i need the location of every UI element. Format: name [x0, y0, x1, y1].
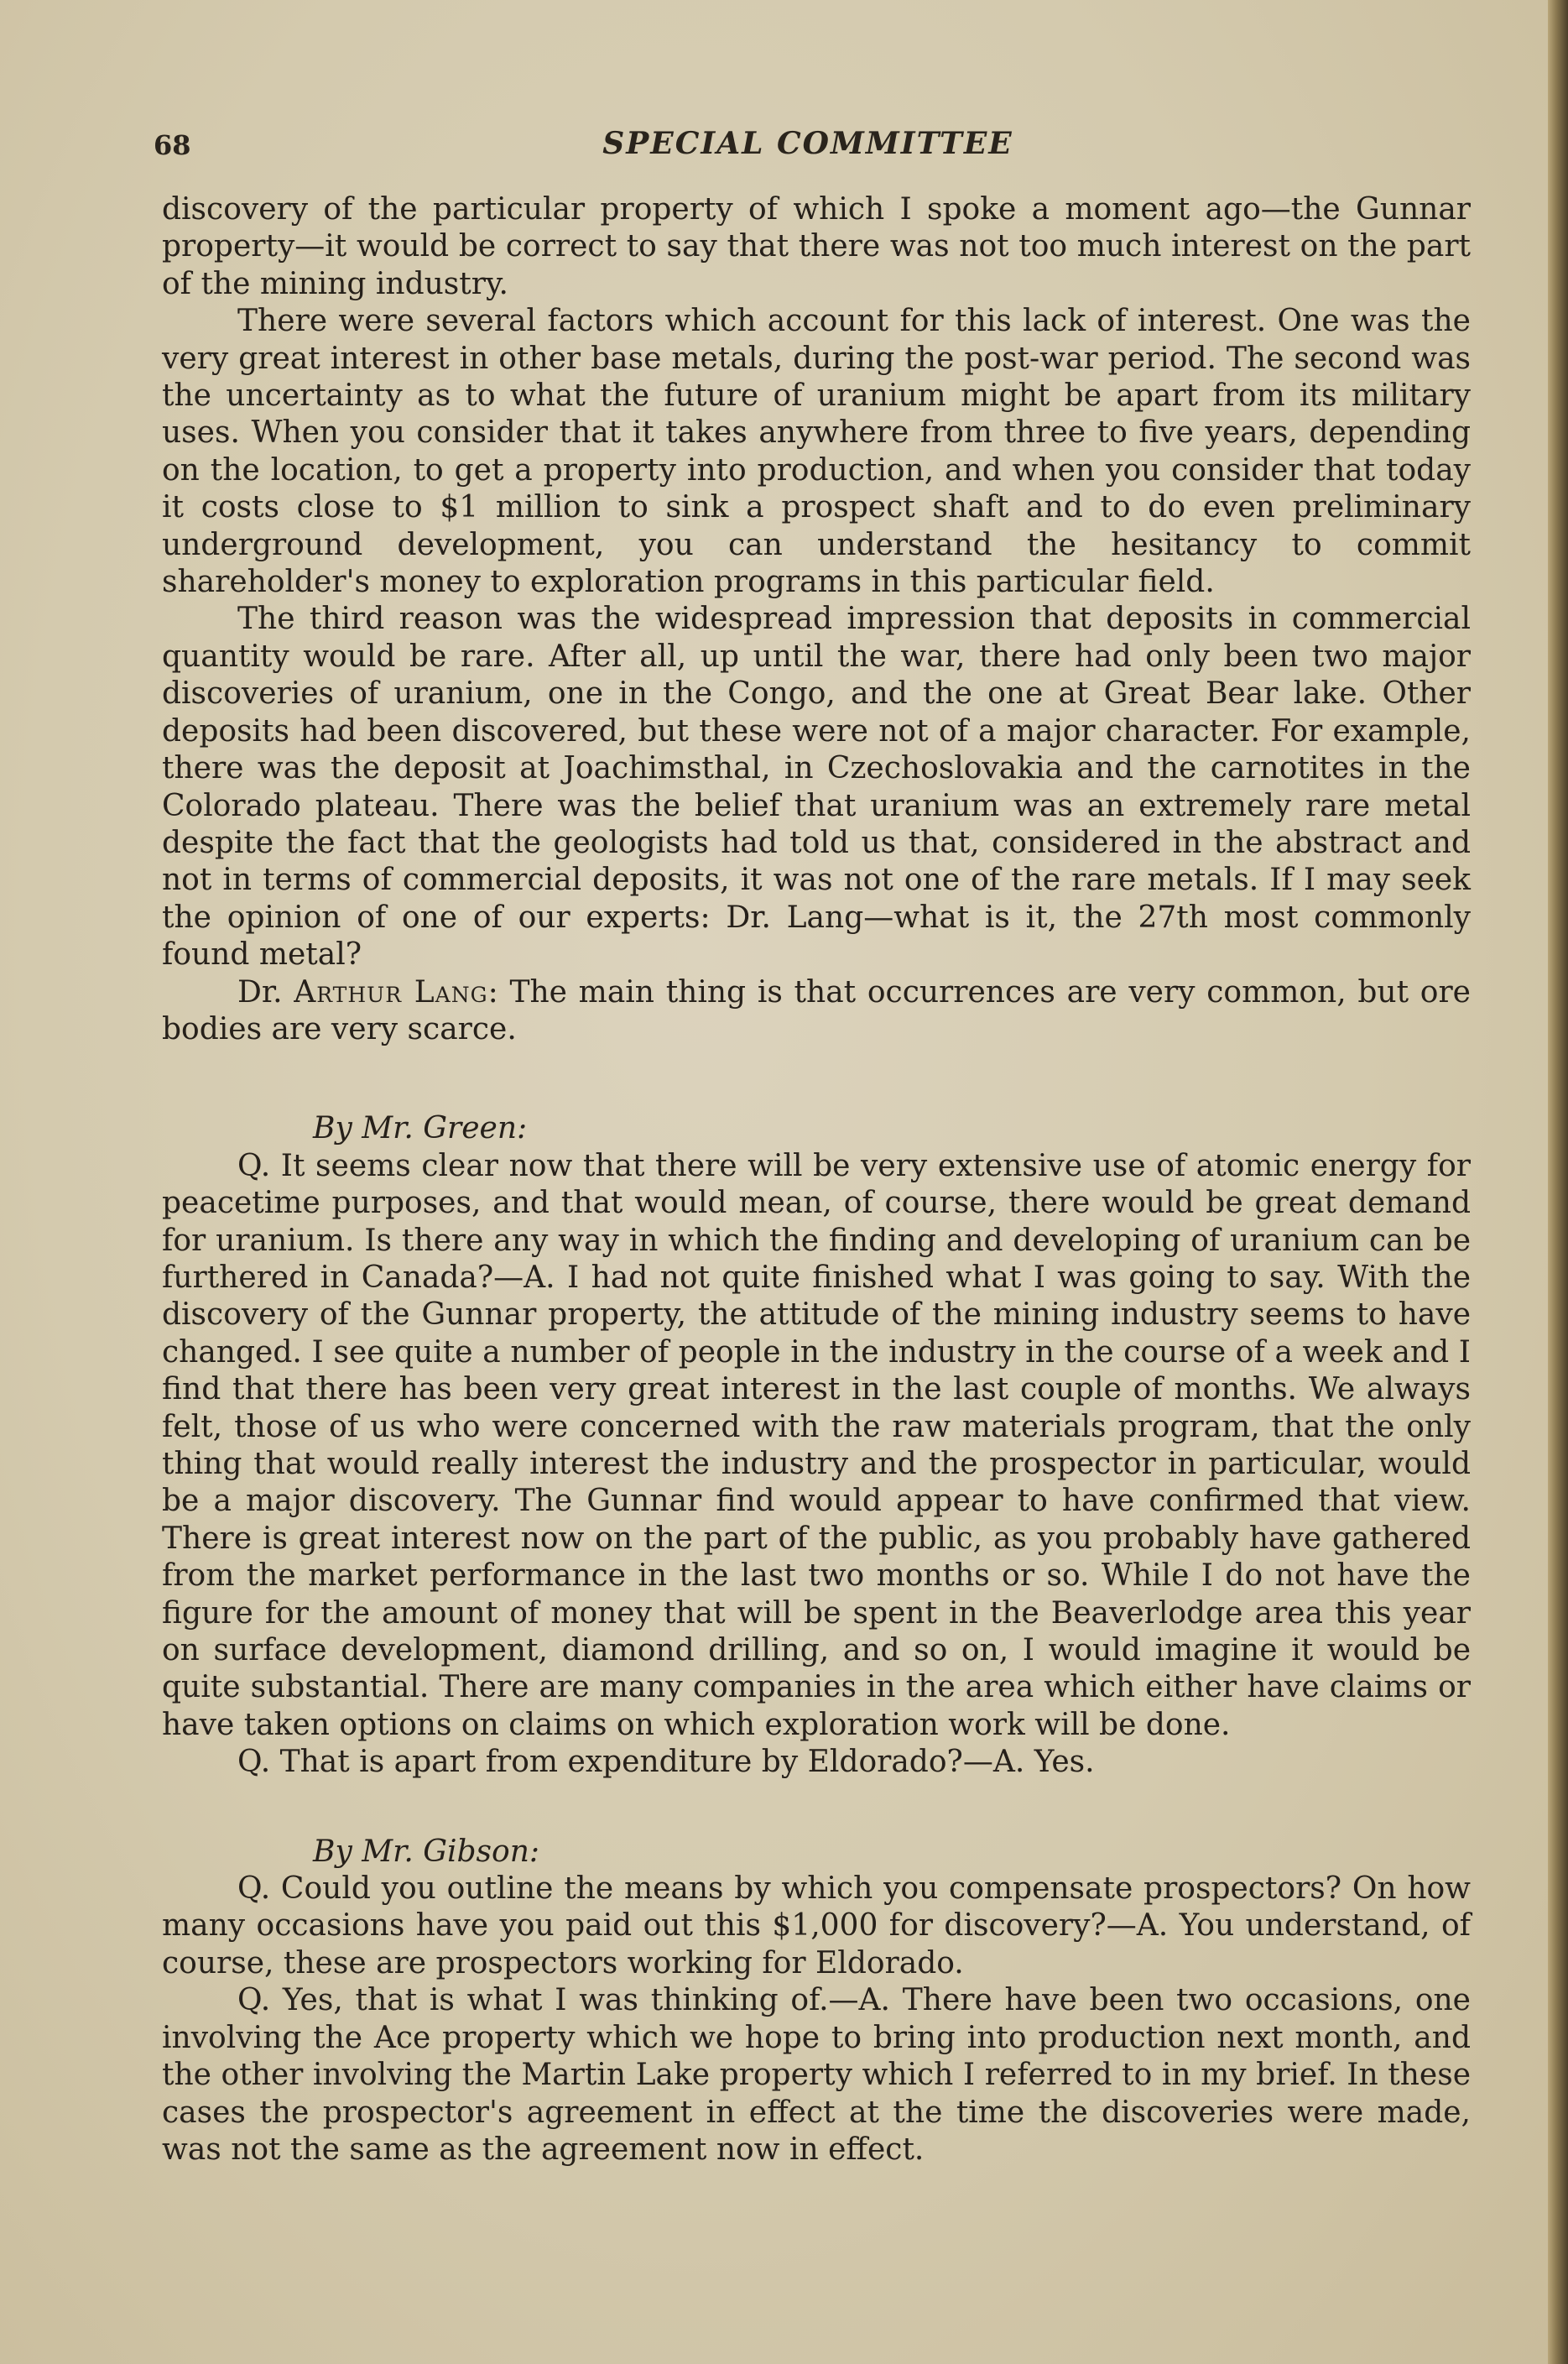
paragraph-lang-answer [162, 974, 1471, 1049]
question-green-1: Q. It seems clear now that there will be very extensive use of atomic energy for peacetime purposes, and that would mean, of course, there would be great demand for uranium. Is there any way in which the finding and developing of uranium can be furthered in Canada?—A. I had not quite finished what I was going to say. With the discovery of the Gunnar property, the attitude of the mining industry seems to have changed. I see quite a number of people in the industry in the course of a week and I find that there has been very great interest in the last couple of months. We always felt, those of us who were concerned with the raw materials program, that the only thing that would really interest the industry and the prospector in particular, would be a major discovery. The Gunnar find would appear to have confirmed that view. There is great interest now on the part of the public, as you probably have gathered from the market performance in the last two months or so. While I do not have the figure for the amount of money that will be spent in the Beaverlodge area this year on surface development, diamond drilling, and so on, I would imagine it would be quite substantial. There are many companies in the area which either have claims or have taken options on claims on which exploration work will be done. [162, 1148, 1471, 1742]
question-green-2: Q. That is apart from expenditure by Eldorado?—A. Yes. [237, 1745, 1095, 1780]
question-gibson-1: Q. Could you outline the means by which you compensate prospectors? On how many occasions have you paid out this $1,000 for discovery?—A. You understand, of course, these are prospectors working for Eldorado. [162, 1871, 1471, 1980]
paragraph-factors: There were several factors which account for this lack of interest. One was the very great interest in other base metals, during the post-war period. The second was the uncertainty as to what the future of uranium might be apart from its military uses. When you consider that it takes anywhere from three to five years, depending on the location, to get a property into production, and when you consider that today it costs close to $1 million to sink a prospect shaft and to do even preliminary underground development, you can understand the hesitancy to commit shareholder's money to exploration programs in this particular field. [162, 304, 1471, 600]
running-title: SPECIAL COMMITTEE [602, 126, 1013, 161]
speaker-name: Arthur Lang [294, 974, 488, 1010]
page-edge [1548, 0, 1568, 2364]
question-gibson-2: Q. Yes, that is what I was thinking of.—A. There have been two occasions, one involving the Ace property which we hope to bring into production next month, and the other involving the Martin Lake property which I referred to in my brief. In these cases the prospector's agreement in effect at the time the discoveries were made, was not the same as the agreement now in effect. [162, 1983, 1471, 2167]
page-header [154, 126, 1462, 168]
byline-green: By Mr. Green: [313, 1111, 528, 1146]
byline-gibson: By Mr. Gibson: [313, 1834, 540, 1869]
page-number: 68 [154, 129, 191, 161]
paragraph-third-reason: The third reason was the widespread impression that deposits in commercial quantity would be rare. After all, up until the war, there had only been two major discoveries of uranium, one in the Congo, and the one at Great Bear lake. Other deposits had been discovered, but these were not of a major character. For example, there was the deposit at Joachimsthal, in Czechoslovakia and the carnotites in the Colorado plateau. There was the belief that uranium was an extremely rare metal despite the fact that the geologists had told us that, considered in the abstract and not in terms of commercial deposits, it was not one of the rare metals. If I may seek the opinion of one of our experts: Dr. Lang—what is it, the 27th most commonly found metal? [162, 602, 1471, 973]
speaker-prefix: Dr. [237, 974, 294, 1010]
paragraph-continuation: discovery of the particular property of which I spoke a moment ago—the Gunnar property—it would be correct to say that there was not too much interest on the part of the mining industry. [162, 192, 1471, 301]
body-text [162, 191, 1471, 2168]
lang-answer-text: : The main thing is that occurrences are very common, but ore bodies are very scarce. [162, 974, 1471, 1046]
